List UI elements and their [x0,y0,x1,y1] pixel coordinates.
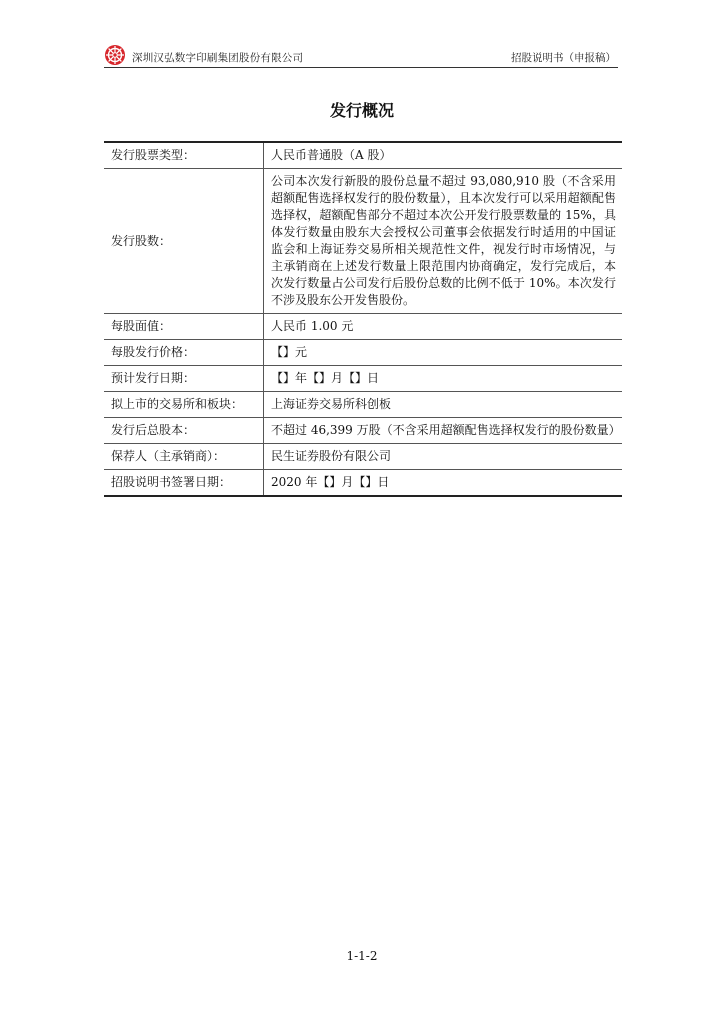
table-row [104,314,622,340]
document-type: 招股说明书（申报稿） [511,52,616,64]
row-value: 2020 年【】月【】日 [264,470,623,497]
row-label: 保荐人（主承销商）： [104,444,264,470]
row-value: 上海证券交易所科创板 [264,392,623,418]
table-row [104,340,622,366]
table-row [104,142,622,169]
table-row [104,444,622,470]
header-divider [104,67,618,68]
row-value: 公司本次发行新股的股份总量不超过 93,080,910 股（不含采用超额配售选择权发行的股份数量），且本次发行可以采用超额配售选择权，超额配售部分不超过本次公开发行股票数量的 15%，具体发行数量由股东大会授权公司董事会依据发行时适用的中国证监会和上海证券交易所相关规范性文件，视发行时市场情况，与主承销商在上述发行数量上限范围内协商确定，发行完成后，本次发行数量占公司发行后股份总数的比例不低于 10%。本次发行不涉及股东公开发售股份。 [264,169,623,314]
row-label: 每股发行价格： [104,340,264,366]
page-number: 1-1-2 [346,949,378,963]
table-row [104,418,622,444]
page-header [104,44,618,66]
row-value: 不超过 46,399 万股（不含采用超额配售选择权发行的股份数量） [264,418,623,444]
table-row [104,392,622,418]
company-logo-icon [104,44,126,66]
row-label: 每股面值： [104,314,264,340]
row-value: 民生证券股份有限公司 [264,444,623,470]
company-name: 深圳汉弘数字印刷集团股份有限公司 [132,52,304,64]
row-value: 人民币普通股（A 股） [264,142,623,169]
row-label: 招股说明书签署日期： [104,470,264,497]
row-label: 发行股票类型： [104,142,264,169]
row-value: 人民币 1.00 元 [264,314,623,340]
row-label: 预计发行日期： [104,366,264,392]
table-row [104,366,622,392]
table-row [104,470,622,497]
table-row [104,169,622,314]
page-title: 发行概况 [329,101,394,120]
row-label: 发行后总股本： [104,418,264,444]
row-label: 拟上市的交易所和板块： [104,392,264,418]
row-value: 【】年【】月【】日 [264,366,623,392]
row-value: 【】元 [264,340,623,366]
issuance-overview-table [104,141,622,497]
row-label: 发行股数： [104,169,264,314]
